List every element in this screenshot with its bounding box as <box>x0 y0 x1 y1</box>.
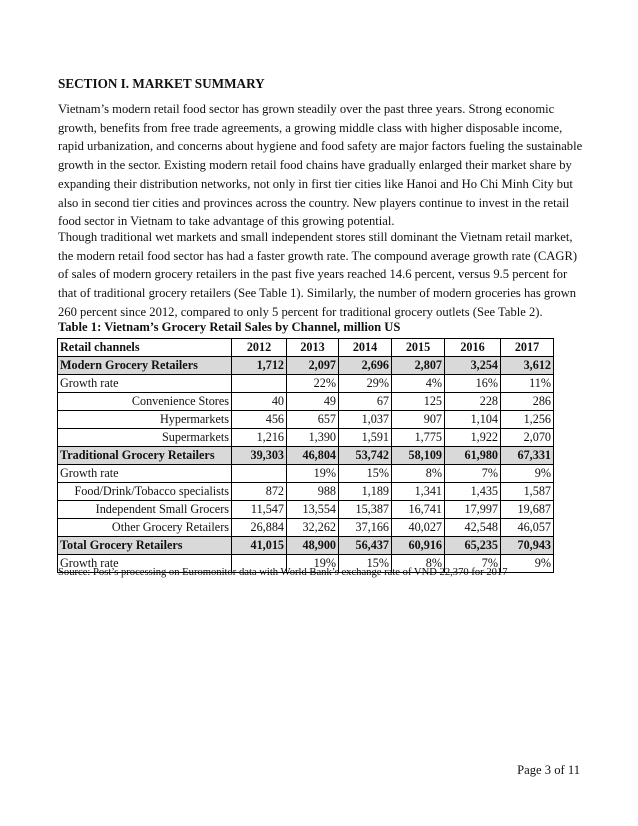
table-cell: 1,037 <box>339 411 392 429</box>
table-cell: 456 <box>232 411 287 429</box>
table-cell: 657 <box>287 411 339 429</box>
table-cell: 46,057 <box>501 519 554 537</box>
table-cell: 65,235 <box>445 537 501 555</box>
market-summary-paragraph-1: Vietnam’s modern retail food sector has grown steadily over the past three years. Strong economic growth, benefits from free trade agreements, a growing middle class with higher disposable income, rapid urbanization, and concerns about hygiene and food safety are major factors fueling the sustainable growth in the sector. Existing modern retail food chains have gradually enlarged their market share by expanding their distribution networks, not only in first tier cities like Hanoi and Ho Chi Minh City but also in second tier cities and provinces across the country. New players continue to invest in the retail food sector in Vietnam to take advantage of this growing potential. <box>58 102 583 229</box>
table-cell: 29% <box>339 375 392 393</box>
table-cell: 907 <box>392 411 445 429</box>
table-cell: 42,548 <box>445 519 501 537</box>
row-label: Food/Drink/Tobacco specialists <box>58 483 232 501</box>
row-label: Growth rate <box>58 465 232 483</box>
table-row <box>58 411 554 429</box>
row-label: Traditional Grocery Retailers <box>58 447 232 465</box>
table-cell: 1,435 <box>445 483 501 501</box>
table-row <box>58 537 554 555</box>
table-row <box>58 429 554 447</box>
column-header: Retail channels <box>58 339 232 357</box>
table-row <box>58 465 554 483</box>
table-caption: Table 1: Vietnam’s Grocery Retail Sales by Channel, million US <box>58 320 401 334</box>
table-cell: 15% <box>339 555 392 573</box>
table-cell: 13,554 <box>287 501 339 519</box>
table-cell: 2,696 <box>339 357 392 375</box>
row-label: Hypermarkets <box>58 411 232 429</box>
table-row <box>58 483 554 501</box>
table-cell: 58,109 <box>392 447 445 465</box>
table-cell: 7% <box>445 465 501 483</box>
table-cell: 16,741 <box>392 501 445 519</box>
column-header: 2013 <box>287 339 339 357</box>
table-cell: 41,015 <box>232 537 287 555</box>
table-cell: 1,104 <box>445 411 501 429</box>
table-cell: 3,254 <box>445 357 501 375</box>
table-cell: 3,612 <box>501 357 554 375</box>
table-cell: 1,712 <box>232 357 287 375</box>
table-cell: 70,943 <box>501 537 554 555</box>
table-cell: 1,591 <box>339 429 392 447</box>
table-cell: 11% <box>501 375 554 393</box>
section-title: SECTION I. MARKET SUMMARY <box>58 76 265 91</box>
table-cell: 40,027 <box>392 519 445 537</box>
table-cell: 67 <box>339 393 392 411</box>
table-cell: 9% <box>501 555 554 573</box>
table-cell: 4% <box>392 375 445 393</box>
table-cell: 56,437 <box>339 537 392 555</box>
table-cell: 37,166 <box>339 519 392 537</box>
row-label: Independent Small Grocers <box>58 501 232 519</box>
table-cell: 67,331 <box>501 447 554 465</box>
table-cell: 53,742 <box>339 447 392 465</box>
table-cell: 40 <box>232 393 287 411</box>
row-label: Growth rate <box>58 375 232 393</box>
table-cell: 2,070 <box>501 429 554 447</box>
table-cell: 19% <box>287 555 339 573</box>
table-row <box>58 447 554 465</box>
table-cell: 1,587 <box>501 483 554 501</box>
table-cell: 228 <box>445 393 501 411</box>
table-cell: 61,980 <box>445 447 501 465</box>
table-cell: 16% <box>445 375 501 393</box>
table-cell: 1,775 <box>392 429 445 447</box>
table-cell: 125 <box>392 393 445 411</box>
table-cell: 49 <box>287 393 339 411</box>
table-cell: 2,097 <box>287 357 339 375</box>
table-cell: 17,997 <box>445 501 501 519</box>
table-row <box>58 393 554 411</box>
row-label: Total Grocery Retailers <box>58 537 232 555</box>
row-label: Modern Grocery Retailers <box>58 357 232 375</box>
table-cell: 60,916 <box>392 537 445 555</box>
table-cell: 32,262 <box>287 519 339 537</box>
table-cell: 1,922 <box>445 429 501 447</box>
table-cell: 26,884 <box>232 519 287 537</box>
page-number: Page 3 of 11 <box>517 763 580 777</box>
table-cell: 11,547 <box>232 501 287 519</box>
table-row <box>58 519 554 537</box>
table-cell: 988 <box>287 483 339 501</box>
table-cell: 1,390 <box>287 429 339 447</box>
column-header: 2015 <box>392 339 445 357</box>
table-row <box>58 501 554 519</box>
table-cell: 39,303 <box>232 447 287 465</box>
table-cell: 48,900 <box>287 537 339 555</box>
table-cell: 46,804 <box>287 447 339 465</box>
table-cell: 1,256 <box>501 411 554 429</box>
table-cell: 1,189 <box>339 483 392 501</box>
row-label: Supermarkets <box>58 429 232 447</box>
table-cell: 15% <box>339 465 392 483</box>
table-cell: 2,807 <box>392 357 445 375</box>
table-cell: 872 <box>232 483 287 501</box>
column-header: 2016 <box>445 339 501 357</box>
table-cell: 1,216 <box>232 429 287 447</box>
table-row <box>58 375 554 393</box>
table-cell: 8% <box>392 465 445 483</box>
market-summary-paragraph-2: Though traditional wet markets and small independent stores still dominant the Vietnam retail market, the modern retail food sector has had a faster growth rate. The compound average growth rate (CAGR) of sales of modern grocery retailers in the past five years reached 14.6 percent, versus 9.5 percent for that of traditional grocery retailers (See Table 1). Similarly, the number of modern groceries has grown 260 percent since 2012, compared to only 5 percent for traditional grocery outlets (See Table 2). <box>58 230 578 319</box>
table-cell: 286 <box>501 393 554 411</box>
table-source-note: Source: Post’s processing on Euromonitor data with World Bank’s exchange rate of VND 22,370 for 2017 <box>58 567 508 578</box>
row-label: Growth rate <box>58 555 232 573</box>
table-header-row <box>58 339 554 357</box>
table-cell: 1,341 <box>392 483 445 501</box>
table-cell: 15,387 <box>339 501 392 519</box>
table-cell <box>232 375 287 393</box>
table-cell: 9% <box>501 465 554 483</box>
retail-sales-table <box>57 338 554 573</box>
row-label: Convenience Stores <box>58 393 232 411</box>
table-cell: 7% <box>445 555 501 573</box>
table-cell: 19,687 <box>501 501 554 519</box>
table-cell: 8% <box>392 555 445 573</box>
table-cell <box>232 465 287 483</box>
column-header: 2012 <box>232 339 287 357</box>
column-header: 2017 <box>501 339 554 357</box>
table-cell: 22% <box>287 375 339 393</box>
table-row <box>58 357 554 375</box>
table-cell: 19% <box>287 465 339 483</box>
row-label: Other Grocery Retailers <box>58 519 232 537</box>
column-header: 2014 <box>339 339 392 357</box>
